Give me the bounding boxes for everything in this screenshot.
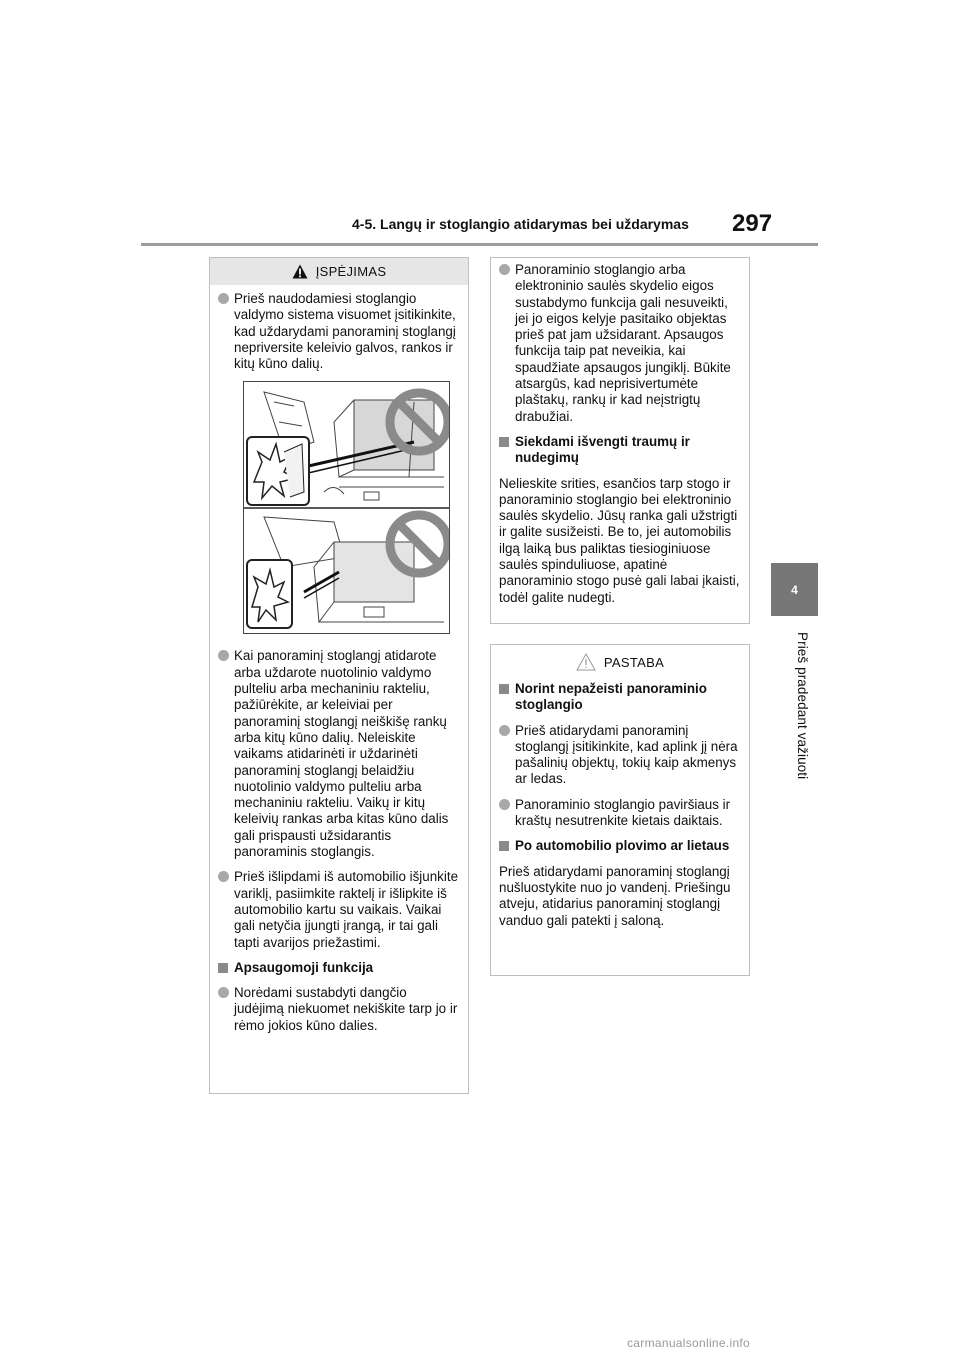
bullet-icon bbox=[218, 871, 229, 882]
bullet-icon bbox=[218, 650, 229, 661]
warning-triangle-icon bbox=[292, 264, 308, 279]
caution-triangle-icon bbox=[576, 653, 596, 671]
warning-content bbox=[210, 285, 468, 1034]
list-item bbox=[218, 985, 460, 1034]
illustration-drawing bbox=[244, 382, 449, 633]
bullet-icon bbox=[499, 264, 510, 275]
bullet-icon bbox=[218, 293, 229, 304]
square-bullet-icon bbox=[218, 963, 228, 973]
square-bullet-icon bbox=[499, 841, 509, 851]
warning-item-text: Prieš išlipdami iš automobilio išjunkite variklį, pasiimkite raktelį ir išlipkite iš automobilio kartu su vaikais. Vaikai gali netyčia įjungti įrangą, ir tai gali tapti avarijos priežastimi. bbox=[234, 869, 459, 950]
notice-box bbox=[490, 644, 750, 976]
bullet-icon bbox=[218, 987, 229, 998]
bullet-icon bbox=[499, 725, 510, 736]
warning-heading: ĮSPĖJIMAS bbox=[315, 264, 387, 279]
notice-header bbox=[491, 645, 749, 679]
list-item bbox=[218, 648, 460, 860]
warning-continuation-box bbox=[490, 257, 750, 624]
warning-item-text: Panoraminio stoglangio arba elektroninio saulės skydelio eigos sustabdymo funkcija gali nesuveikti, jei jo eigos kelyje pasitaiko objektas prieš pat jam užsidarant. Apsaugos funkcija taip pat neveikia, kai spaudžiate apsaugos jungiklį. Būkite atsargūs, kad neprisivertumėte plaštakų, rankų ir kad neįstrigtų drabužiai. bbox=[515, 262, 731, 424]
square-bullet-icon bbox=[499, 684, 509, 694]
sunroof-hazard-illustration bbox=[243, 381, 450, 634]
chapter-tab: 4 bbox=[771, 563, 818, 616]
notice-heading: PASTABA bbox=[603, 654, 665, 670]
page-number: 297 bbox=[732, 210, 773, 237]
list-item bbox=[499, 797, 741, 830]
section-heading bbox=[499, 434, 741, 467]
notice-content bbox=[491, 679, 749, 929]
notice-item-text: Prieš atidarydami panoraminį stoglangį įsitikinkite, kad aplink jį nėra pašalinių objektų, tokių kaip akmenys ar ledas. bbox=[515, 722, 738, 787]
section-heading bbox=[499, 838, 741, 854]
warning-continuation-content bbox=[491, 258, 749, 606]
header-divider bbox=[141, 243, 818, 246]
paragraph: Prieš atidarydami panoraminį stoglangį nušluostykite nuo jo vandenį. Priešingu atveju, atidarius panoraminį stoglangį vanduo gali patekti į saloną. bbox=[499, 863, 731, 928]
paragraph: Nelieskite srities, esančios tarp stogo ir panoraminio stoglangio bei elektroninio saulės skydelio. Jūsų ranka gali užstrigti ir galite susižeisti. Be to, jei automobilis ilgą laiką bus paliktas tiesioginiuose saulės spinduliuose, apatinė panoraminio stogo pusė gali labai įkaisti, todėl galite nudegti. bbox=[499, 475, 740, 605]
list-item bbox=[499, 723, 741, 788]
section-heading-text: Norint nepažeisti panoraminio stoglangio bbox=[515, 681, 707, 713]
warning-box bbox=[209, 257, 469, 1094]
section-heading bbox=[218, 960, 460, 976]
warning-header bbox=[210, 258, 468, 285]
bullet-icon bbox=[499, 799, 510, 810]
warning-item-text: Kai panoraminį stoglangį atidarote arba uždarote nuotolinio valdymo pulteliu arba mechaniniu rakteliu, pažiūrėkite, ar keleiviai per panoraminį stoglangį neiškišę rankų arba kitų kūno dalių. Neleiskite vaikams atidarinėti ir uždarinėti panoraminį stoglangį belaidžiu nuotolinio valdymo pulteliu arba mechaniniu rakteliu. Vaikų ir kitų keleivių rankas arba kitas kūno dalis gali prispausti užsidarantis panoraminis stoglangis. bbox=[234, 648, 449, 860]
notice-item-text: Panoraminio stoglangio paviršiaus ir kraštų nesutrenkite kietais daiktais. bbox=[515, 796, 731, 829]
section-heading bbox=[499, 681, 741, 714]
section-heading-text: Apsaugomoji funkcija bbox=[234, 959, 374, 975]
warning-item-text: Norėdami sustabdyti dangčio judėjimą niekuomet nekiškite tarp jo ir rėmo jokios kūno dalies. bbox=[234, 985, 458, 1033]
square-bullet-icon bbox=[499, 437, 509, 447]
section-heading-text: Siekdami išvengti traumų ir nudegimų bbox=[515, 433, 690, 466]
section-heading-text: Po automobilio plovimo ar lietaus bbox=[515, 838, 730, 854]
list-item bbox=[218, 869, 460, 950]
chapter-side-label: Prieš pradedant važiuoti bbox=[795, 632, 810, 780]
warning-item-text: Prieš naudodamiesi stoglangio valdymo sistema visuomet įsitikinkite, kad uždarydami panoraminį stoglangį nepriversite keleivio galvos, rankos ir kitų kūno dalių. bbox=[234, 291, 456, 372]
list-item bbox=[499, 262, 741, 425]
chapter-title: 4-5. Langų ir stoglangio atidarymas bei uždarymas bbox=[352, 216, 689, 232]
watermark-text: carmanualsonline.info bbox=[627, 1336, 751, 1350]
list-item bbox=[218, 291, 460, 372]
